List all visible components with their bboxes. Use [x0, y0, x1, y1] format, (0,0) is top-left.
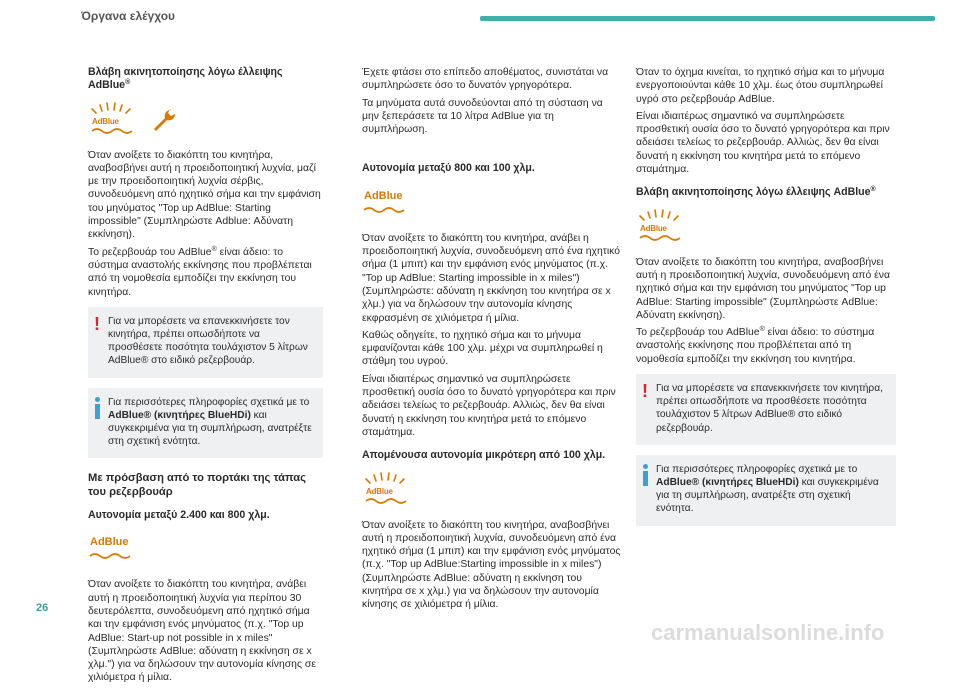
paragraph: Καθώς οδηγείτε, το ηχητικό σήμα και το μήνυμα εμφανίζονται κάθε 100 χλμ. μέχρι να συμπληρωθεί η στάθμη του υγρού.: [362, 329, 603, 368]
warning-box: ! Για να μπορέσετε να επανεκκινήσετε τον κινητήρα, πρέπει οπωσδήποτε να προσθέσετε ποσότητα τουλάχιστον 5 λίτρων AdBlue® στο ειδικό ρεζερβουάρ.: [88, 307, 323, 378]
icon-row: [636, 208, 896, 246]
paragraph: Όταν ανοίξετε το διακόπτη του κινητήρα, αναβοσβήνει αυτή η προειδοποιητική λυχνία, συνοδευόμενη από ένα ηχητικό σήμα και την εμφάνιση του μηνύματος "Top up AdBlue: Starting impossible" (Συμπληρώστε AdBlue: Αδύνατη εκκίνηση).: [636, 256, 890, 321]
paragraph: Είναι ιδιαιτέρως σημαντικό να συμπληρώσετε προσθετική ουσία όσο το δυνατό γρηγορότερα και πριν αδειάσει τελείως το ρεζερβουάρ. Αλλιώς, δεν θα είναι δυνατή η εκκίνηση του κινητήρα μετά το επόμενο σταμάτημα.: [362, 373, 616, 438]
paragraph: Τα μηνύματα αυτά συνοδεύονται από τη σύσταση να μην ξεπεράσετε τα 10 λίτρα AdBlue για τη συμπλήρωση.: [362, 97, 603, 136]
paragraph: Το ρεζερβουάρ του AdBlue® είναι άδειο: το σύστημα αναστολής εκκίνησης που προβλέπεται από τη νομοθεσία εμποδίζει την εκκίνηση του κινητήρα.: [636, 326, 875, 365]
heading-range-under-100: Απομένουσα αυτονομία μικρότερη από 100 χλμ.: [362, 449, 606, 462]
paragraph: Έχετε φτάσει στο επίπεδο αποθέματος, συνιστάται να συμπληρώσετε όσο το δυνατόν γρηγορότερα.: [362, 67, 609, 92]
info-box: Για περισσότερες πληροφορίες σχετικά με το AdBlue® (κινητήρες BlueHDi) και συγκεκριμένα για τη συμπλήρωση, ανατρέξτε στη σχετική ενότητα.: [88, 388, 323, 459]
heading-adblue-failure: Βλάβη ακινητοποίησης λόγω έλλειψης AdBlue®: [88, 66, 283, 92]
heading-adblue-failure: Βλάβη ακινητοποίησης λόγω έλλειψης AdBlue®: [636, 186, 876, 199]
paragraph: Είναι ιδιαιτέρως σημαντικό να συμπληρώσετε προσθετική ουσία όσο το δυνατό γρηγορότερα και πριν αδειάσει τελείως το ρεζερβουάρ. Αλλιώς, δεν θα είναι δυνατή η εκκίνηση του κινητήρα μετά το επόμενο σταμάτημα.: [636, 110, 890, 176]
paragraph: Όταν το όχημα κινείται, το ηχητικό σήμα και το μήνυμα ενεργοποιούνται κάθε 10 χλμ. έως ότου συμπληρωθεί υγρό στο ρεζερβουάρ AdBlue.: [636, 67, 885, 105]
column-1: [88, 66, 323, 689]
icon-row: [362, 471, 622, 509]
adblue-warning-icon: AdBlue: [88, 101, 136, 139]
watermark: carmanualsonline.info: [651, 620, 885, 645]
header-rule: [480, 16, 935, 21]
info-box: Για περισσότερες πληροφορίες σχετικά με το AdBlue® (κινητήρες BlueHDi) και συγκεκριμένα για τη συμπλήρωση, ανατρέξτε στη σχετική ενότητα.: [636, 455, 896, 526]
section-title: Όργανα ελέγχου: [81, 9, 176, 23]
paragraph: Όταν ανοίξετε το διακόπτη του κινητήρα, ανάβει αυτή η προειδοποιητική λυχνία για περίπου 30 δευτερόλεπτα, συνοδευόμενη από ηχητικό σήμα και την εμφάνιση ενός μηνύματος (π.χ. "Top up AdBlue: Start-up not possible in x miles" (Συμπληρώστε AdBlue: αδύνατη η εκκίνηση σε x χλμ.") για να δηλώσουν την αυτονομία κίνησης σε χιλιόμετρα ή μίλια.: [88, 579, 316, 684]
warning-icon: !: [94, 313, 100, 334]
icon-row: [88, 101, 323, 139]
paragraph: Όταν ανοίξετε το διακόπτη του κινητήρα, αναβοσβήνει αυτή η προειδοποιητική λυχνία, μαζί με την προειδοποιητική λυχνία σέρβις, συνοδευόμενη από ηχητικό σήμα και την εμφάνιση του μηνύματος "Top up AdBlue: Starting impossible" (Συμπληρώστε Adblue: Αδύνατη εκκίνηση).: [88, 149, 321, 241]
warning-icon: !: [642, 381, 648, 402]
wrench-icon: [150, 107, 176, 133]
adblue-icon: AdBlue: [362, 188, 410, 218]
info-icon: [643, 464, 648, 486]
heading-range-800-100: Αυτονομία μεταξύ 800 και 100 χλμ.: [362, 162, 535, 175]
heading-filler-access: Με πρόσβαση από το πορτάκι της τάπας του ρεζερβουάρ: [88, 472, 306, 498]
info-icon: [95, 397, 100, 419]
warning-box: ! Για να μπορέσετε να επανεκκινήσετε τον κινητήρα, πρέπει οπωσδήποτε να προσθέσετε ποσότητα τουλάχιστον 5 λίτρων AdBlue® στο ειδικό ρεζερβουάρ.: [636, 374, 896, 445]
column-2: [362, 66, 622, 616]
adblue-warning-icon: AdBlue: [636, 208, 684, 246]
adblue-warning-icon: AdBlue: [362, 471, 410, 509]
adblue-icon: AdBlue: [88, 534, 136, 564]
paragraph: Το ρεζερβουάρ του AdBlue® είναι άδειο: το σύστημα αναστολής εκκίνησης που προβλέπεται από τη νομοθεσία εμποδίζει την εκκίνηση του κινητήρα.: [88, 245, 312, 298]
paragraph: Όταν ανοίξετε το διακόπτη του κινητήρα, ανάβει η προειδοποιητική λυχνία, συνοδευόμενη από ένα ηχητικό σήμα (1 μπιπ) και την εμφάνιση ενός μηνύματος (π.χ. "Top up AdBlue: Starting impossible in x miles") (Συμπληρώστε: αδύνατη η εκκίνηση του κινητήρα σε x χλμ.) για να δηλώσουν την αυτονομία κίνησης εκφρασμένη σε χιλιόμετρα ή μίλια.: [362, 232, 621, 324]
page-number: 26: [36, 602, 49, 614]
heading-range-2400-800: Αυτονομία μεταξύ 2.400 και 800 χλμ.: [88, 509, 270, 522]
paragraph: Όταν ανοίξετε το διακόπτη του κινητήρα, αναβοσβήνει αυτή η προειδοποιητική λυχνία, συνοδευόμενη από ένα ηχητικό σήμα (1 μπιπ) και την εμφάνιση ενός μηνύματος (π.χ. "Top up AdBlue:Starting impossible in x miles") (Συμπληρώστε AdBlue: αδύνατη η εκκίνηση του κινητήρα σε x χλμ.) για να δηλώσουν την αυτονομία κίνησης σε χιλιόμετρα ή μίλια.: [362, 519, 621, 611]
icon-row: [88, 530, 323, 568]
column-3: [636, 66, 896, 536]
icon-row: [362, 184, 622, 222]
